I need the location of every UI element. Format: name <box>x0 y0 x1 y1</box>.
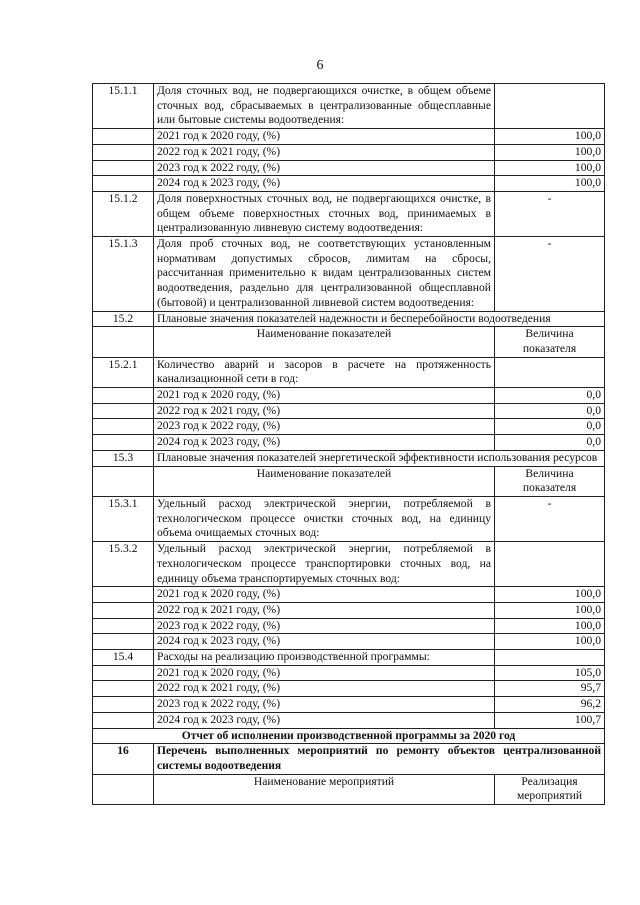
indicator-text: Расходы на реализацию производственной программы: <box>154 650 495 666</box>
year-label: 2024 год к 2023 году, (%) <box>154 176 495 192</box>
table-row <box>93 129 605 145</box>
value-cell: - <box>495 496 605 541</box>
table-row <box>93 357 605 387</box>
year-value: 0,0 <box>495 388 605 404</box>
section-row <box>93 311 605 327</box>
section-title: Плановые значения показателей надежности и бесперебойности водоотведения <box>154 311 605 327</box>
row-number: 15.3.1 <box>93 496 154 541</box>
column-header-value <box>495 327 605 357</box>
table-row <box>93 237 605 312</box>
year-label: 2023 год к 2022 году, (%) <box>154 697 495 713</box>
row-number: 15.1.2 <box>93 191 154 236</box>
year-value: 100,0 <box>495 587 605 603</box>
year-label: 2022 год к 2021 году, (%) <box>154 144 495 160</box>
year-label: 2022 год к 2021 году, (%) <box>154 602 495 618</box>
year-label: 2023 год к 2022 году, (%) <box>154 419 495 435</box>
table-row <box>93 712 605 728</box>
section-row <box>93 744 605 774</box>
year-label: 2023 год к 2022 году, (%) <box>154 618 495 634</box>
table-row <box>93 403 605 419</box>
year-value: 100,0 <box>495 634 605 650</box>
year-label: 2022 год к 2021 году, (%) <box>154 403 495 419</box>
table-row <box>93 697 605 713</box>
table-row <box>93 542 605 587</box>
row-number: 15.1.3 <box>93 237 154 312</box>
row-number: 15.4 <box>93 650 154 666</box>
row-number: 16 <box>93 744 154 774</box>
header-line: показателя <box>522 481 577 495</box>
column-header-value <box>495 466 605 496</box>
value-cell: - <box>495 237 605 312</box>
year-value: 96,2 <box>495 697 605 713</box>
year-value: 95,7 <box>495 681 605 697</box>
year-value: 100,0 <box>495 160 605 176</box>
year-label: 2023 год к 2022 году, (%) <box>154 160 495 176</box>
table-row <box>93 84 605 129</box>
row-number: 15.3.2 <box>93 542 154 587</box>
table-row <box>93 160 605 176</box>
header-row <box>93 466 605 496</box>
header-row <box>93 774 605 804</box>
column-header-name: Наименование показателей <box>154 327 495 357</box>
year-label: 2024 год к 2023 году, (%) <box>154 712 495 728</box>
table-row <box>93 602 605 618</box>
value-cell <box>495 650 605 666</box>
section-title: Плановые значения показателей энергетической эффективности использования ресурсов <box>154 450 605 466</box>
row-number: 15.2.1 <box>93 357 154 387</box>
year-label: 2022 год к 2021 году, (%) <box>154 681 495 697</box>
year-value: 0,0 <box>495 419 605 435</box>
year-value: 100,0 <box>495 144 605 160</box>
value-cell <box>495 84 605 129</box>
table-row <box>93 665 605 681</box>
section-title: Перечень выполненных мероприятий по ремонту объектов централизованной системы водоотведения <box>154 744 605 774</box>
header-line: Величина <box>525 466 574 480</box>
indicators-table <box>92 83 605 805</box>
year-label: 2021 год к 2020 году, (%) <box>154 129 495 145</box>
indicator-text: Удельный расход электрической энергии, потребляемой в технологическом процессе очистки сточных вод, на единицу объема очищаемых сточных вод: <box>154 496 495 541</box>
indicator-text: Доля сточных вод, не подвергающихся очистке, в общем объеме сточных вод, сбрасываемых в централизованные общесплавные или бытовые системы водоотведения: <box>154 84 495 129</box>
year-value: 100,0 <box>495 618 605 634</box>
year-value: 100,0 <box>495 129 605 145</box>
row-number: 15.1.1 <box>93 84 154 129</box>
table-row <box>93 435 605 451</box>
table-row <box>93 681 605 697</box>
table-row <box>93 587 605 603</box>
year-value: 0,0 <box>495 435 605 451</box>
header-row <box>93 327 605 357</box>
year-label: 2021 год к 2020 году, (%) <box>154 587 495 603</box>
indicator-text: Доля проб сточных вод, не соответствующих установленным нормативам допустимых сбросов, лимитам на сбросы, рассчитанная применительно к видам централизованных систем водоотведения, раздельно для централизованной общесплавной (бытовой) и централизованной ливневой систем водоотведения: <box>154 237 495 312</box>
indicator-text: Доля поверхностных сточных вод, не подвергающихся очистке, в общем объеме поверхностных сточных вод, принимаемых в централизованную ливневую систему водоотведения: <box>154 191 495 236</box>
page-number: 6 <box>316 58 324 73</box>
table-row <box>93 496 605 541</box>
year-value: 105,0 <box>495 665 605 681</box>
year-label: 2024 год к 2023 году, (%) <box>154 435 495 451</box>
value-cell <box>495 542 605 587</box>
indicator-text: Удельный расход электрической энергии, потребляемой в технологическом процессе транспортировки сточных вод, на единицу объема транспортируемых сточных вод: <box>154 542 495 587</box>
table-row <box>93 388 605 404</box>
year-label: 2021 год к 2020 году, (%) <box>154 665 495 681</box>
table-row <box>93 634 605 650</box>
table-row <box>93 191 605 236</box>
header-line: показателя <box>522 341 577 355</box>
indicator-text: Количество аварий и засоров в расчете на протяженность канализационной сети в год: <box>154 357 495 387</box>
report-title: Отчет об исполнении производственной программы за 2020 год <box>93 728 605 744</box>
table-row <box>93 650 605 666</box>
header-line: Величина <box>525 327 574 341</box>
column-header-value <box>495 774 605 804</box>
row-number: 15.2 <box>93 311 154 327</box>
row-number: 15.3 <box>93 450 154 466</box>
year-value: 100,0 <box>495 602 605 618</box>
table-row <box>93 419 605 435</box>
header-line: Реализация <box>521 774 578 788</box>
column-header-name: Наименование мероприятий <box>154 774 495 804</box>
value-cell <box>495 357 605 387</box>
year-label: 2021 год к 2020 году, (%) <box>154 388 495 404</box>
table-row <box>93 144 605 160</box>
year-value: 100,7 <box>495 712 605 728</box>
table-row <box>93 176 605 192</box>
column-header-name: Наименование показателей <box>154 466 495 496</box>
table-row <box>93 618 605 634</box>
value-cell: - <box>495 191 605 236</box>
header-line: мероприятий <box>516 789 583 803</box>
report-title-row <box>93 728 605 744</box>
year-value: 0,0 <box>495 403 605 419</box>
section-row <box>93 450 605 466</box>
year-label: 2024 год к 2023 году, (%) <box>154 634 495 650</box>
year-value: 100,0 <box>495 176 605 192</box>
